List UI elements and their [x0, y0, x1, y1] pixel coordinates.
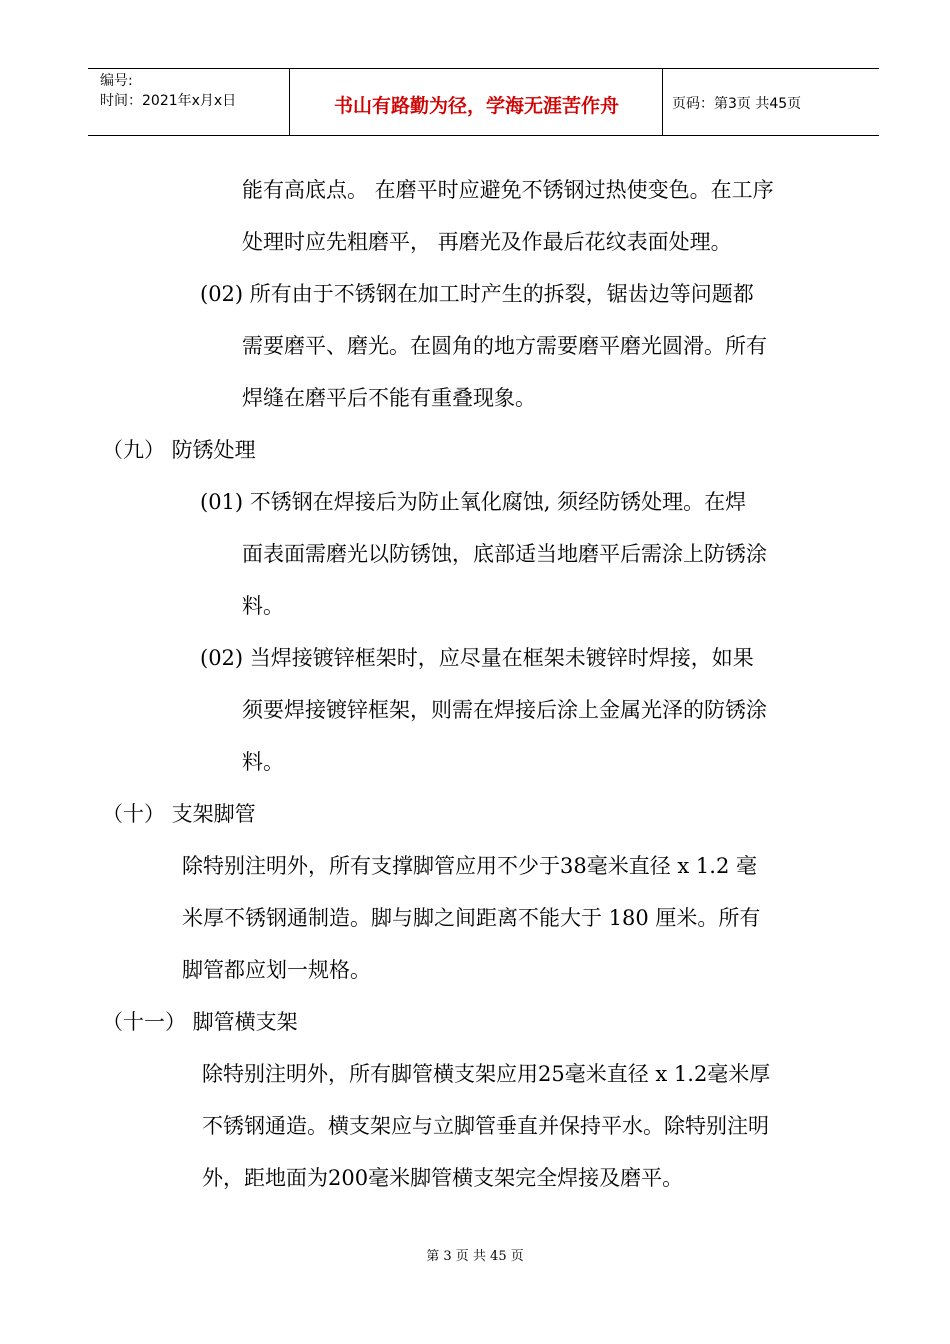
- body-line: 除特别注明外，所有支撑脚管应用不少于38毫米直径 x 1.2 毫: [182, 854, 757, 878]
- body-line: 脚管都应划一规格。: [182, 958, 371, 982]
- header-time-label: 时间：2021年x月x日: [100, 93, 237, 109]
- page-footer: 第 3 页 共 45 页: [426, 1249, 524, 1264]
- body-line: 米厚不锈钢通制造。脚与脚之间距离不能大于 180 厘米。所有: [182, 906, 761, 930]
- body-line: 须要焊接镀锌框架，则需在焊接后涂上金属光泽的防锈涂: [242, 698, 767, 722]
- body-line: 面表面需磨光以防锈蚀，底部适当地磨平后需涂上防锈涂: [242, 542, 767, 566]
- section-heading: （九） 防锈处理: [102, 438, 256, 462]
- body-line: 处理时应先粗磨平， 再磨光及作最后花纹表面处理。: [242, 230, 732, 254]
- body-line: (02) 所有由于不锈钢在加工时产生的拆裂，锯齿边等问题都: [200, 282, 754, 306]
- header-bottom-rule: [88, 135, 879, 136]
- header-number-label: 编号:: [100, 73, 133, 89]
- body-line: 需要磨平、磨光。在圆角的地方需要磨平磨光圆滑。所有: [242, 334, 767, 358]
- body-line: (01) 不锈钢在焊接后为防止氧化腐蚀, 须经防锈处理。在焊: [200, 490, 747, 514]
- header-motto: 书山有路勤为径，学海无涯苦作舟: [333, 95, 619, 117]
- body-line: 料。: [242, 750, 284, 774]
- header-page-info: 页码：第3页 共45页: [672, 96, 802, 112]
- body-line: 除特别注明外，所有脚管横支架应用25毫米直径 x 1.2毫米厚: [202, 1062, 771, 1086]
- body-line: 不锈钢通造。横支架应与立脚管垂直并保持平水。除特别注明: [202, 1114, 769, 1138]
- section-heading: （十一） 脚管横支架: [102, 1010, 298, 1034]
- body-line: 能有高底点。 在磨平时应避免不锈钢过热使变色。在工序: [242, 178, 774, 202]
- body-line: 料。: [242, 594, 284, 618]
- section-heading: （十） 支架脚管: [102, 802, 256, 826]
- header-top-rule: [88, 68, 879, 69]
- body-line: 外，距地面为200毫米脚管横支架完全焊接及磨平。: [202, 1166, 684, 1190]
- body-line: (02) 当焊接镀锌框架时，应尽量在框架未镀锌时焊接，如果: [200, 646, 754, 670]
- body-line: 焊缝在磨平后不能有重叠现象。: [242, 386, 536, 410]
